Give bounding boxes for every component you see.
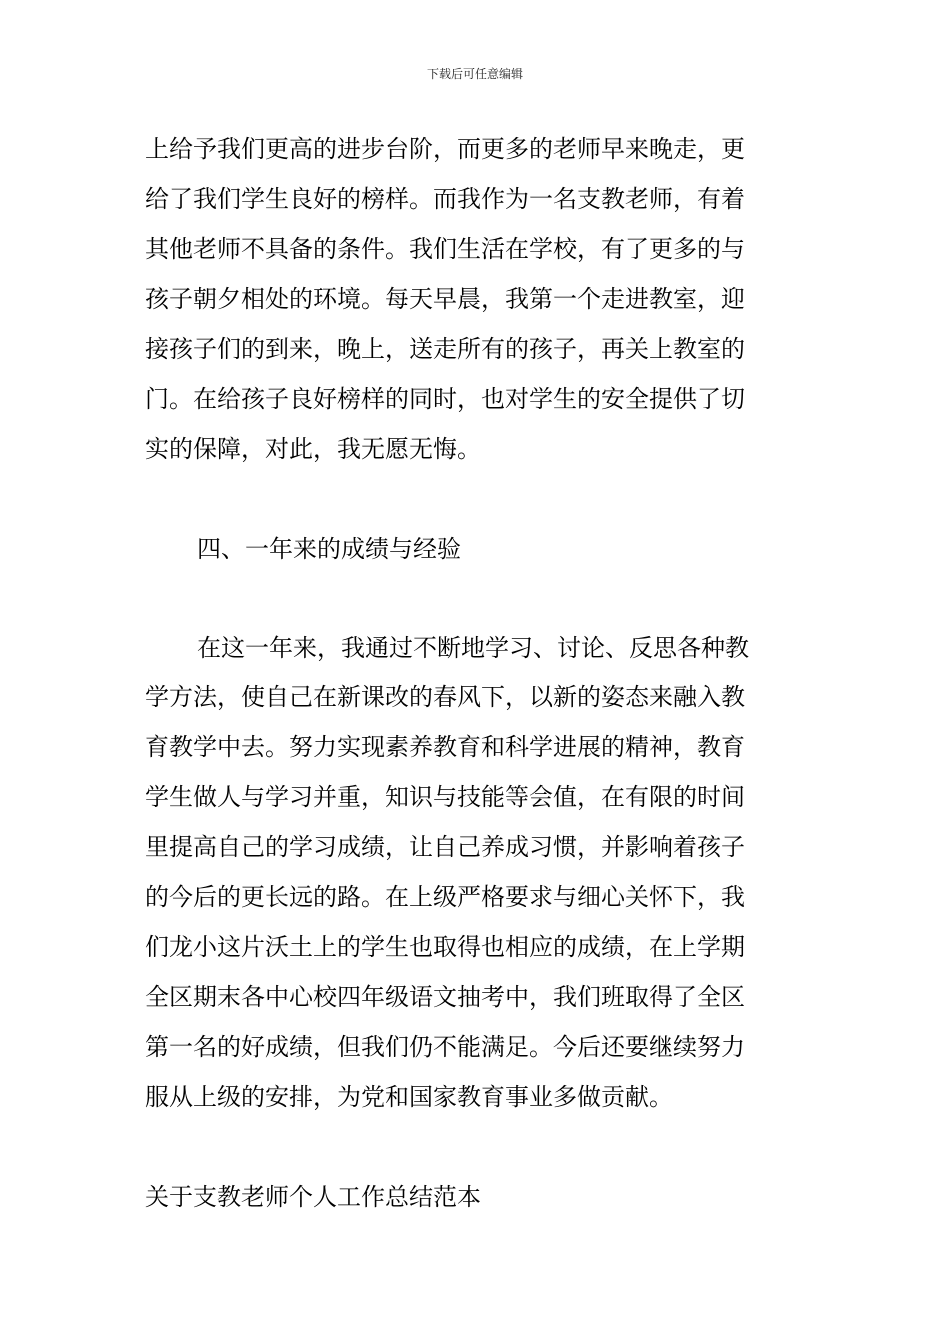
paragraph-line: 孩子朝夕相处的环境。每天早晨，我第一个走进教室，迎 bbox=[145, 285, 745, 313]
paragraph-line: 们龙小这片沃土上的学生也取得也相应的成绩，在上学期 bbox=[145, 933, 745, 961]
paragraph-line: 育教学中去。努力实现素养教育和科学进展的精神，教育 bbox=[145, 733, 745, 761]
paragraph-line: 上给予我们更高的进步台阶，而更多的老师早来晚走，更 bbox=[145, 135, 745, 163]
paragraph-line: 关于支教老师个人工作总结范本 bbox=[145, 1183, 481, 1211]
paragraph-line: 给了我们学生良好的榜样。而我作为一名支教老师，有着 bbox=[145, 185, 745, 213]
paragraph-line: 门。在给孩子良好榜样的同时，也对学生的安全提供了切 bbox=[145, 385, 745, 413]
paragraph-line: 学方法，使自己在新课改的春风下，以新的姿态来融入教 bbox=[145, 683, 745, 711]
paragraph-line: 服从上级的安排，为党和国家教育事业多做贡献。 bbox=[145, 1083, 673, 1111]
paragraph-line: 实的保障，对此，我无愿无悔。 bbox=[145, 435, 481, 463]
paragraph-line: 第一名的好成绩，但我们仍不能满足。今后还要继续努力 bbox=[145, 1033, 745, 1061]
paragraph-line: 四、一年来的成绩与经验 bbox=[197, 535, 461, 563]
paragraph-line: 全区期末各中心校四年级语文抽考中，我们班取得了全区 bbox=[145, 983, 745, 1011]
paragraph-line: 接孩子们的到来，晚上，送走所有的孩子，再关上教室的 bbox=[145, 335, 745, 363]
paragraph-line: 里提高自己的学习成绩，让自己养成习惯，并影响着孩子 bbox=[145, 833, 745, 861]
paragraph-line: 的今后的更长远的路。在上级严格要求与细心关怀下，我 bbox=[145, 883, 745, 911]
paragraph-line: 其他老师不具备的条件。我们生活在学校，有了更多的与 bbox=[145, 235, 745, 263]
page-header-note: 下载后可任意编辑 bbox=[426, 67, 523, 81]
paragraph-line: 学生做人与学习并重，知识与技能等会值，在有限的时间 bbox=[145, 783, 745, 811]
paragraph-line: 在这一年来，我通过不断地学习、讨论、反思各种教 bbox=[197, 634, 749, 662]
